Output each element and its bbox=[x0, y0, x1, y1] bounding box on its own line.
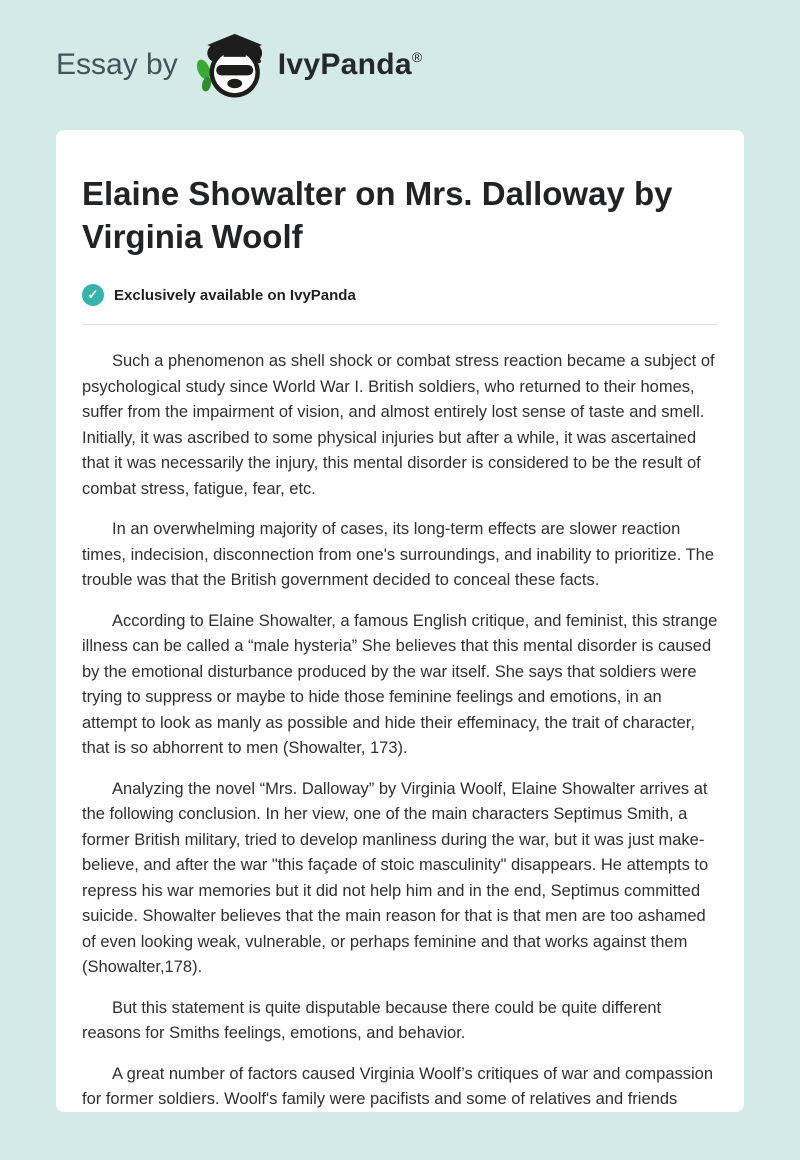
availability-label: Exclusively available on IvyPanda bbox=[114, 286, 356, 304]
header bbox=[0, 0, 800, 130]
availability-badge bbox=[82, 284, 718, 306]
registered-mark: ® bbox=[411, 49, 423, 65]
essay-title: Elaine Showalter on Mrs. Dalloway by Virginia Woolf bbox=[82, 175, 673, 255]
essay-card bbox=[56, 130, 744, 1112]
brand-text: IvyPanda bbox=[277, 48, 412, 81]
essay-body bbox=[82, 349, 718, 1112]
essay-paragraph: In an overwhelming majority of cases, its long-term effects are slower reaction times, indecision, disconnection from one's surroundings, and inability to prioritize. The trouble was that the British government decided to conceal these facts. bbox=[82, 520, 715, 589]
divider bbox=[82, 324, 718, 325]
brand-name bbox=[278, 48, 423, 82]
check-icon: ✓ bbox=[82, 284, 104, 306]
essay-paragraph: But this statement is quite disputable because there could be quite different reasons for Smiths feelings, emotions, and behavior. bbox=[82, 998, 662, 1042]
essay-by-label: Essay by bbox=[56, 48, 178, 81]
essay-paragraph: A great number of factors caused Virginia Woolf’s critiques of war and compassion for former soldiers. Woolf's family were pacifists and some of relatives and friends bbox=[82, 1064, 714, 1108]
essay-paragraph: According to Elaine Showalter, a famous English critique, and feminist, this strange illness can be called a “male hysteria” She believes that this mental disorder is caused by the emotional disturbance produced by the war itself. She says that soldiers were trying to suppress or maybe to hide those feminine feelings and emotions, in an attempt to look as manly as possible and hide their effeminacy, the trait of character, that is so abhorrent to men (Showalter, 173). bbox=[82, 611, 718, 757]
panda-graduate-icon bbox=[194, 28, 268, 102]
essay-paragraph: Analyzing the novel “Mrs. Dalloway” by Virginia Woolf, Elaine Showalter arrives at the following conclusion. In her view, one of the main characters Septimus Smith, a former British military, tried to develop manliness during the war, but it was just make-believe, and after the war "this façade of stoic masculinity" disappears. He attempts to repress his war memories but it did not help him and in the end, Septimus committed suicide. Showalter believes that the main reason for that is that men are too ashamed of even looking weak, vulnerable, or perhaps feminine and that works against them (Showalter,178). bbox=[82, 779, 709, 976]
essay-paragraph: Such a phenomenon as shell shock or combat stress reaction became a subject of psychological study since World War I. British soldiers, who returned to their homes, suffer from the impairment of vision, and almost entirely lost sense of taste and smell. Initially, it was ascribed to some physical injuries but after a while, it was ascertained that it was necessarily the injury, this mental disorder is considered to be the result of combat stress, fatigue, fear, etc. bbox=[82, 352, 715, 498]
